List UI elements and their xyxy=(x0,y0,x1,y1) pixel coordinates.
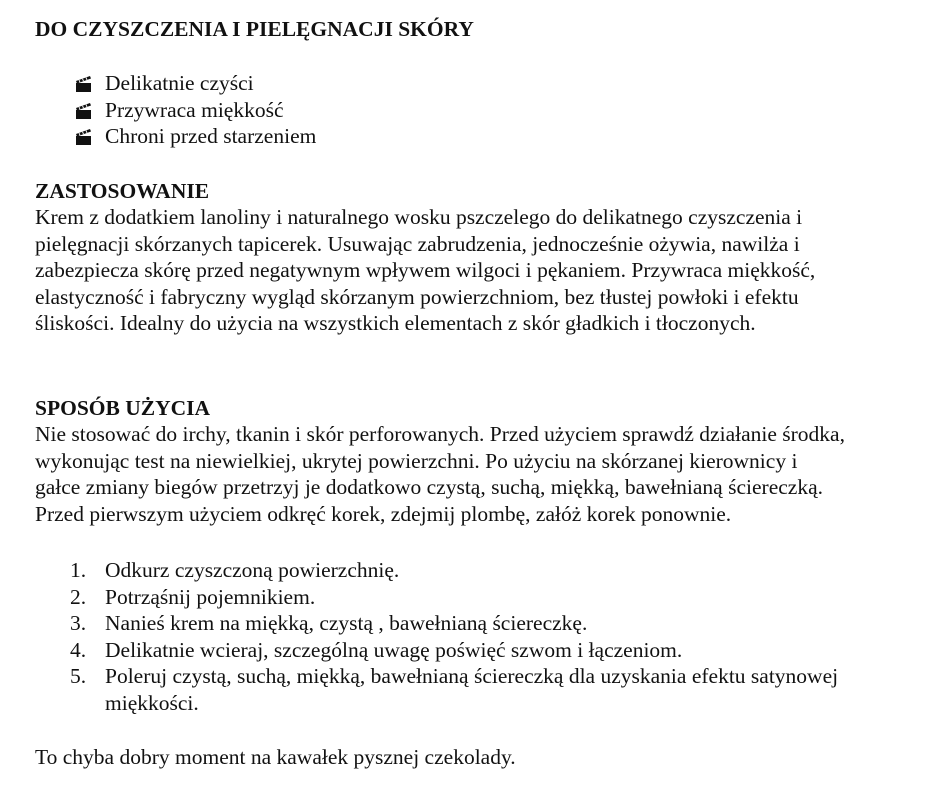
clapperboard-icon xyxy=(75,76,92,92)
paragraph-line: wykonując test na niewielkiej, ukrytej powierzchni. Po użyciu na skórzanej kierownicy i xyxy=(35,448,798,473)
step-item xyxy=(35,584,838,611)
step-text-continuation: miękkości. xyxy=(105,690,199,715)
step-text: Poleruj czystą, suchą, miękką, bawełnianą ściereczką dla uzyskania efektu satynowej xyxy=(105,664,839,688)
paragraph-line: Nie stosować do irchy, tkanin i skór perforowanych. Przed użyciem sprawdź działanie środka, xyxy=(35,422,845,446)
paragraph-line: śliskości. Idealny do użycia na wszystkich elementach z skór gładkich i tłoczonych. xyxy=(35,311,756,335)
step-text: Odkurz czyszczoną powierzchnię. xyxy=(105,558,400,582)
step-text: Potrząśnij pojemnikiem. xyxy=(105,584,316,609)
step-item xyxy=(35,610,838,637)
method-heading: SPOSÓB UŻYCIA xyxy=(35,396,211,420)
feature-text: Chroni przed starzeniem xyxy=(105,124,317,148)
method-paragraph xyxy=(35,421,845,527)
step-number: 3. xyxy=(70,611,87,635)
step-number: 5. xyxy=(70,664,87,688)
paragraph-line: pielęgnacji skórzanych tapicerek. Usuwając zabrudzenia, jednocześnie ożywia, nawilża i xyxy=(35,231,800,256)
usage-paragraph xyxy=(35,204,815,337)
step-text: Delikatnie wcieraj, szczególną uwagę poświęć szwom i łączeniom. xyxy=(105,637,683,662)
paragraph-line: gałce zmiany biegów przetrzyj je dodatkowo czystą, suchą, miękką, bawełnianą ściereczką. xyxy=(35,475,823,499)
step-item xyxy=(35,637,838,664)
steps-list xyxy=(35,557,838,716)
step-number: 4. xyxy=(70,637,87,662)
paragraph-line: Krem z dodatkiem lanoliny i naturalnego wosku pszczelego do delikatnego czyszczenia i xyxy=(35,205,803,229)
step-number: 1. xyxy=(70,558,87,582)
clapperboard-icon xyxy=(75,103,92,119)
step-text: Nanieś krem na miękką, czystą , bawełnianą ściereczkę. xyxy=(105,611,588,635)
step-item xyxy=(35,557,838,584)
closing-remark: To chyba dobry moment na kawałek pysznej czekolady. xyxy=(35,745,516,769)
paragraph-line: elastyczność i fabryczny wygląd skórzanym powierzchniom, bez tłustej powłoki i efektu xyxy=(35,284,799,309)
feature-text: Przywraca miękkość xyxy=(105,97,284,122)
step-item xyxy=(35,663,838,716)
step-number: 2. xyxy=(70,584,87,609)
feature-text: Delikatnie czyści xyxy=(105,71,254,95)
clapperboard-icon xyxy=(75,129,92,145)
usage-heading: ZASTOSOWANIE xyxy=(35,179,210,203)
document-title: DO CZYSZCZENIA I PIELĘGNACJI SKÓRY xyxy=(35,17,474,41)
paragraph-line: Przed pierwszym użyciem odkręć korek, zdejmij plombę, załóż korek ponownie. xyxy=(35,501,732,526)
paragraph-line: zabezpiecza skórę przed negatywnym wpływem wilgoci i pękaniem. Przywraca miękkość, xyxy=(35,258,816,282)
